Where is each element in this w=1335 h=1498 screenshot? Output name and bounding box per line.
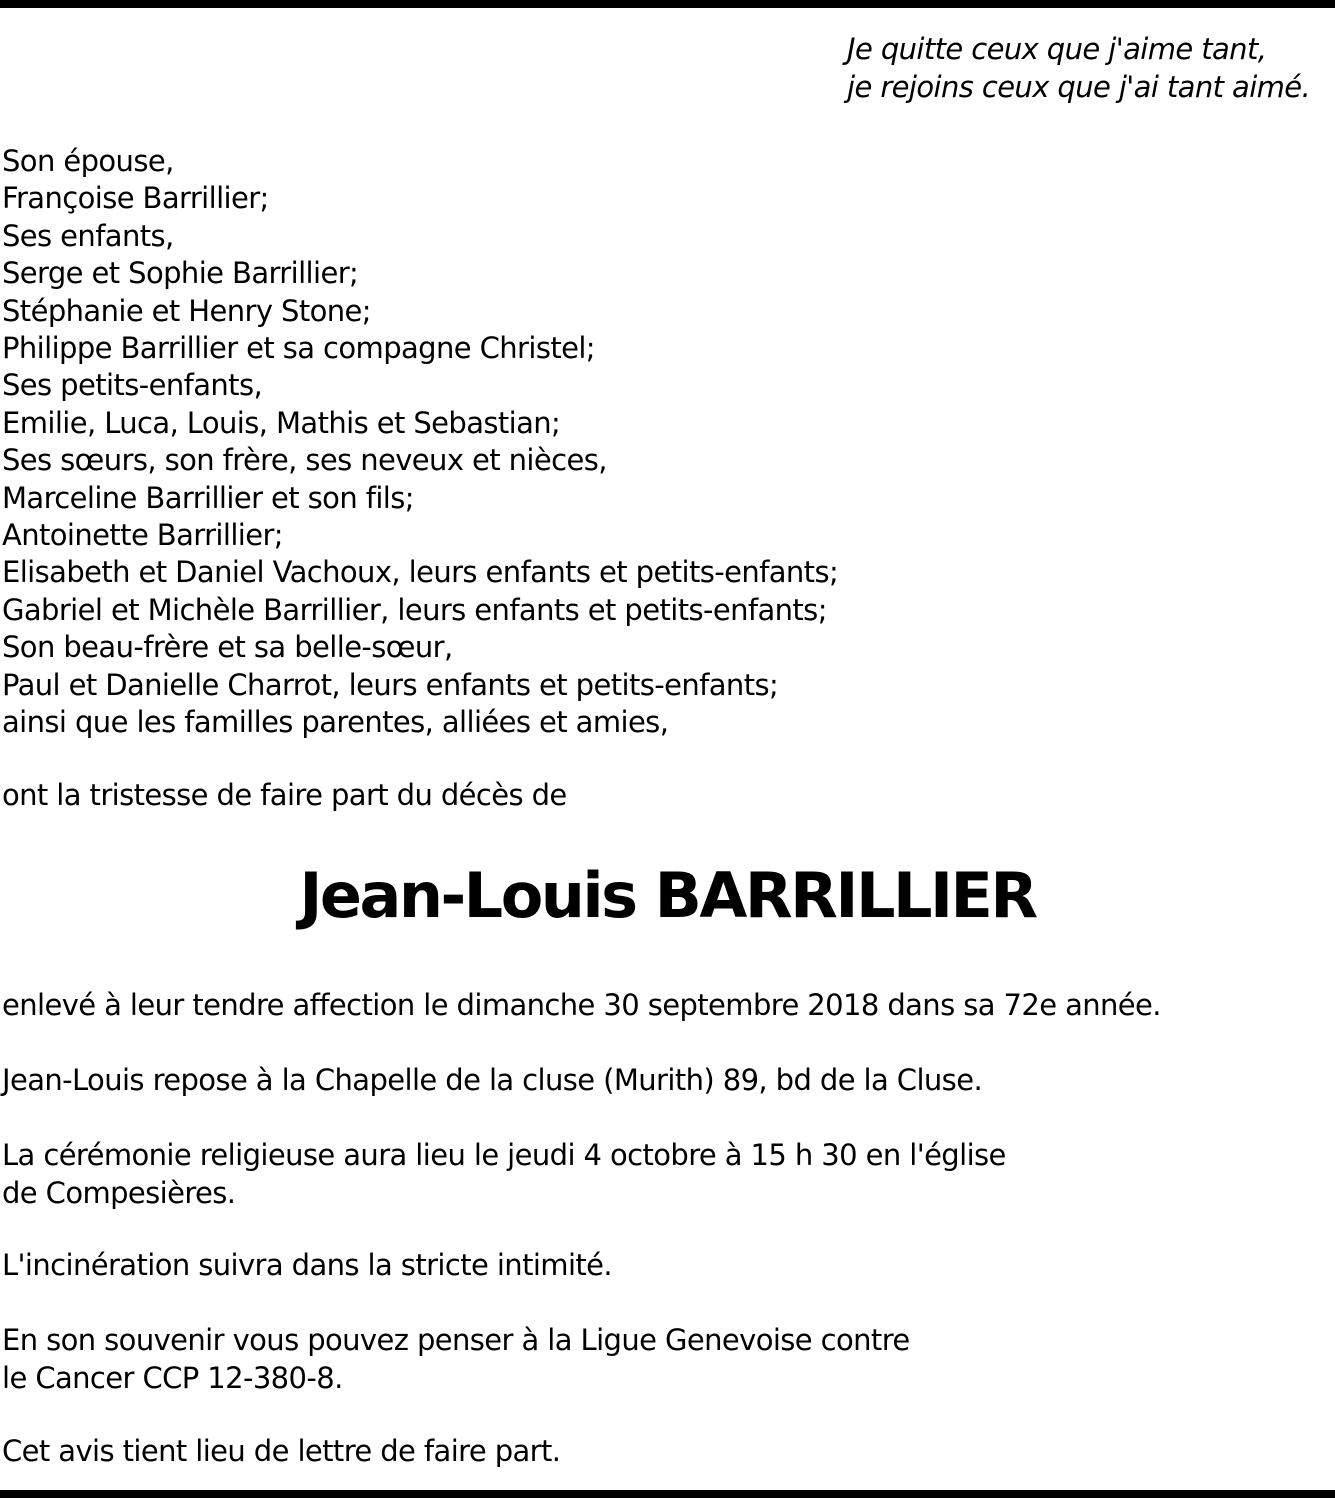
donation-line-2: le Cancer CCP 12-380-8. xyxy=(2,1361,343,1395)
ceremony-notice xyxy=(2,1136,1006,1212)
family-line: Antoinette Barrillier; xyxy=(2,518,283,553)
family-line: Emilie, Luca, Louis, Mathis et Sebastian; xyxy=(2,405,561,440)
quote-line-2: je rejoins ceux que j'ai tant aimé. xyxy=(847,70,1311,104)
donation-notice xyxy=(2,1321,910,1397)
family-line: Gabriel et Michèle Barrillier, leurs enfants et petits-enfants; xyxy=(2,592,827,627)
epigraph-quote xyxy=(847,30,1310,106)
donation-line-1: En son souvenir vous pouvez penser à la Ligue Genevoise contre xyxy=(2,1323,910,1357)
family-line: Ses petits-enfants, xyxy=(2,368,263,403)
ceremony-line-1: La cérémonie religieuse aura lieu le jeudi 4 octobre à 15 h 30 en l'église xyxy=(2,1138,1006,1172)
death-notice: enlevé à leur tendre affection le dimanche 30 septembre 2018 dans sa 72e année. xyxy=(2,988,1161,1022)
quote-line-1: Je quitte ceux que j'aime tant, xyxy=(847,32,1267,66)
family-line: Son beau-frère et sa belle-sœur, xyxy=(2,630,453,665)
family-line: Ses sœurs, son frère, ses neveux et nièces, xyxy=(2,443,607,478)
family-line: Marceline Barrillier et son fils; xyxy=(2,480,414,515)
ceremony-line-2: de Compesières. xyxy=(2,1176,236,1210)
deceased-name: Jean-Louis BARRILLIER xyxy=(299,859,1036,932)
family-line: Elisabeth et Daniel Vachoux, leurs enfants et petits-enfants; xyxy=(2,555,839,590)
top-border-rule xyxy=(0,0,1335,8)
family-line: ainsi que les familles parentes, alliées et amies, xyxy=(2,705,669,740)
family-line: Philippe Barrillier et sa compagne Christel; xyxy=(2,331,595,366)
announcement-intro: ont la tristesse de faire part du décès de xyxy=(2,778,567,812)
repose-notice: Jean-Louis repose à la Chapelle de la cluse (Murith) 89, bd de la Cluse. xyxy=(2,1063,983,1097)
incineration-notice: L'incinération suivra dans la stricte intimité. xyxy=(2,1248,613,1282)
family-line: Stéphanie et Henry Stone; xyxy=(2,293,371,328)
family-line: Ses enfants, xyxy=(2,218,174,253)
family-line: Paul et Danielle Charrot, leurs enfants et petits-enfants; xyxy=(2,667,779,702)
closing-notice: Cet avis tient lieu de lettre de faire part. xyxy=(2,1434,561,1468)
family-line: Françoise Barrillier; xyxy=(2,181,269,216)
family-line: Son épouse, xyxy=(2,144,174,178)
family-line: Serge et Sophie Barrillier; xyxy=(2,256,359,291)
family-list xyxy=(2,143,838,742)
bottom-border-rule xyxy=(0,1490,1335,1498)
